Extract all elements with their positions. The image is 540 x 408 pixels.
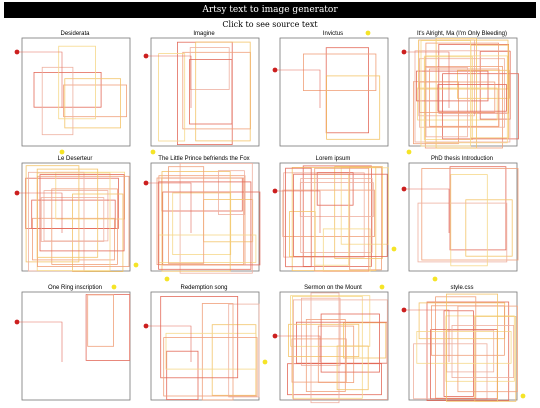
end-dot-icon bbox=[521, 394, 526, 399]
artwork-title: Redemption song bbox=[180, 285, 228, 291]
artwork-path bbox=[404, 189, 449, 233]
artwork-stroke bbox=[422, 169, 518, 261]
artwork-stroke bbox=[425, 66, 502, 148]
artwork-title: Invictus bbox=[322, 31, 344, 37]
end-dot-icon bbox=[263, 360, 268, 365]
start-dot-icon bbox=[15, 320, 20, 325]
artwork-title: It's Alright, Ma (I'm Only Bleeding) bbox=[417, 31, 507, 37]
artwork-canvas bbox=[143, 155, 265, 279]
artwork-title: The Little Prince befriends the Fox bbox=[158, 156, 250, 162]
artwork-stroke bbox=[417, 71, 489, 101]
artwork-canvas bbox=[14, 155, 136, 279]
artwork-canvas bbox=[272, 30, 394, 154]
artwork-stroke bbox=[450, 167, 506, 250]
artwork-canvas bbox=[272, 155, 394, 279]
artwork-stroke bbox=[44, 191, 108, 241]
artwork-stroke bbox=[37, 173, 110, 271]
artwork-stroke bbox=[315, 168, 369, 271]
artwork-frame bbox=[409, 163, 517, 271]
start-dot-icon bbox=[402, 187, 407, 192]
artwork-stroke bbox=[337, 346, 368, 390]
artwork-stroke bbox=[296, 322, 387, 363]
artwork-path bbox=[146, 56, 191, 108]
end-dot-icon bbox=[366, 31, 371, 36]
artwork-stroke bbox=[167, 351, 198, 399]
artwork-stroke bbox=[418, 203, 507, 262]
artwork-card[interactable] bbox=[143, 284, 265, 408]
artwork-canvas bbox=[14, 30, 136, 154]
artwork-stroke bbox=[26, 166, 79, 262]
artwork-canvas bbox=[401, 155, 523, 279]
artwork-stroke bbox=[318, 326, 353, 382]
start-dot-icon bbox=[402, 50, 407, 55]
artwork-title: One Ring inscription bbox=[47, 285, 103, 291]
artwork-card[interactable] bbox=[272, 30, 394, 154]
artwork-title: Imagine bbox=[193, 31, 215, 37]
artwork-stroke bbox=[430, 69, 500, 126]
end-dot-icon bbox=[433, 277, 438, 282]
artwork-stroke bbox=[306, 320, 345, 392]
end-dot-icon bbox=[380, 285, 385, 290]
artwork-stroke bbox=[37, 169, 97, 257]
end-dot-icon bbox=[392, 247, 397, 252]
artwork-canvas bbox=[143, 284, 265, 408]
artwork-canvas bbox=[143, 30, 265, 154]
artwork-card[interactable] bbox=[143, 155, 265, 279]
artwork-stroke bbox=[419, 303, 505, 339]
artwork-card[interactable] bbox=[401, 284, 523, 408]
start-dot-icon bbox=[144, 181, 149, 186]
artwork-frame bbox=[22, 38, 130, 146]
artwork-path bbox=[17, 193, 62, 233]
artwork-stroke bbox=[436, 297, 476, 398]
artwork-stroke bbox=[162, 172, 230, 272]
artwork-stroke bbox=[292, 339, 346, 382]
artwork-stroke bbox=[303, 166, 371, 267]
start-dot-icon bbox=[144, 324, 149, 329]
artwork-stroke bbox=[451, 175, 488, 266]
start-dot-icon bbox=[273, 68, 278, 73]
end-dot-icon bbox=[151, 150, 156, 155]
source-text-link[interactable]: Click to see source text bbox=[222, 20, 318, 29]
artwork-card[interactable] bbox=[272, 284, 394, 408]
artwork-stroke bbox=[168, 167, 203, 264]
artwork-path bbox=[17, 322, 62, 362]
artwork-stroke bbox=[335, 167, 383, 259]
artwork-stroke bbox=[59, 46, 96, 119]
artwork-card[interactable] bbox=[401, 155, 523, 279]
artwork-stroke bbox=[86, 295, 130, 361]
end-dot-icon bbox=[407, 150, 412, 155]
start-dot-icon bbox=[402, 308, 407, 313]
artwork-stroke bbox=[311, 293, 339, 403]
artwork-canvas bbox=[14, 284, 136, 408]
end-dot-icon bbox=[165, 277, 170, 282]
artwork-path bbox=[275, 336, 320, 362]
artwork-stroke bbox=[88, 295, 114, 346]
artwork-stroke bbox=[161, 296, 238, 377]
artwork-title: PhD thesis Introduction bbox=[430, 156, 494, 162]
artwork-card[interactable] bbox=[14, 30, 136, 154]
artwork-card[interactable] bbox=[143, 30, 265, 154]
artwork-stroke bbox=[159, 235, 256, 263]
artwork-stroke bbox=[289, 324, 359, 356]
artwork-path bbox=[275, 70, 320, 108]
artwork-frame bbox=[151, 38, 259, 146]
artwork-frame bbox=[409, 292, 517, 400]
artwork-card[interactable] bbox=[14, 155, 136, 279]
artwork-canvas bbox=[401, 30, 523, 154]
artwork-path bbox=[275, 191, 320, 233]
start-dot-icon bbox=[15, 50, 20, 55]
artwork-card[interactable] bbox=[401, 30, 523, 154]
start-dot-icon bbox=[15, 191, 20, 196]
artwork-stroke bbox=[419, 40, 475, 116]
artwork-title: Le Deserteur bbox=[57, 156, 93, 162]
artwork-stroke bbox=[303, 54, 376, 91]
page-title: Artsy text to image generator bbox=[202, 5, 338, 15]
artwork-stroke bbox=[293, 296, 363, 398]
artwork-title: Desiderata bbox=[60, 31, 90, 37]
artwork-stroke bbox=[317, 173, 353, 206]
artwork-stroke bbox=[173, 193, 231, 255]
artwork-frame bbox=[22, 163, 130, 271]
artwork-frame bbox=[151, 292, 259, 400]
artwork-canvas bbox=[401, 284, 523, 408]
artwork-path bbox=[146, 326, 191, 362]
artwork-stroke bbox=[183, 52, 251, 129]
artwork-card[interactable] bbox=[14, 284, 136, 408]
artwork-title: Sermon on the Mount bbox=[304, 285, 362, 291]
artwork-stroke bbox=[33, 218, 115, 260]
artwork-stroke bbox=[34, 72, 101, 107]
artwork-stroke bbox=[480, 51, 510, 119]
artwork-stroke bbox=[196, 42, 251, 141]
artwork-path bbox=[17, 52, 62, 108]
artwork-stroke bbox=[159, 176, 245, 265]
artwork-title: style.css bbox=[450, 285, 474, 291]
artwork-stroke bbox=[327, 76, 380, 139]
artwork-canvas bbox=[272, 284, 394, 408]
artwork-title: Lorem ipsum bbox=[315, 156, 351, 162]
artwork-stroke bbox=[164, 338, 257, 396]
artwork-stroke bbox=[42, 67, 73, 134]
artwork-path bbox=[404, 310, 449, 362]
end-dot-icon bbox=[134, 263, 139, 268]
artwork-stroke bbox=[444, 311, 473, 397]
artwork-stroke bbox=[212, 325, 256, 396]
artwork-card[interactable] bbox=[272, 155, 394, 279]
end-dot-icon bbox=[60, 150, 65, 155]
artwork-stroke bbox=[26, 178, 119, 228]
artwork-stroke bbox=[40, 175, 124, 251]
start-dot-icon bbox=[273, 189, 278, 194]
end-dot-icon bbox=[112, 285, 117, 290]
artwork-stroke bbox=[466, 200, 512, 256]
start-dot-icon bbox=[273, 334, 278, 339]
artwork-stroke bbox=[283, 190, 375, 237]
start-dot-icon bbox=[144, 54, 149, 59]
page-title-bar bbox=[4, 2, 536, 18]
artwork-stroke bbox=[56, 172, 125, 219]
artwork-stroke bbox=[159, 54, 185, 141]
artwork-stroke bbox=[446, 294, 497, 401]
